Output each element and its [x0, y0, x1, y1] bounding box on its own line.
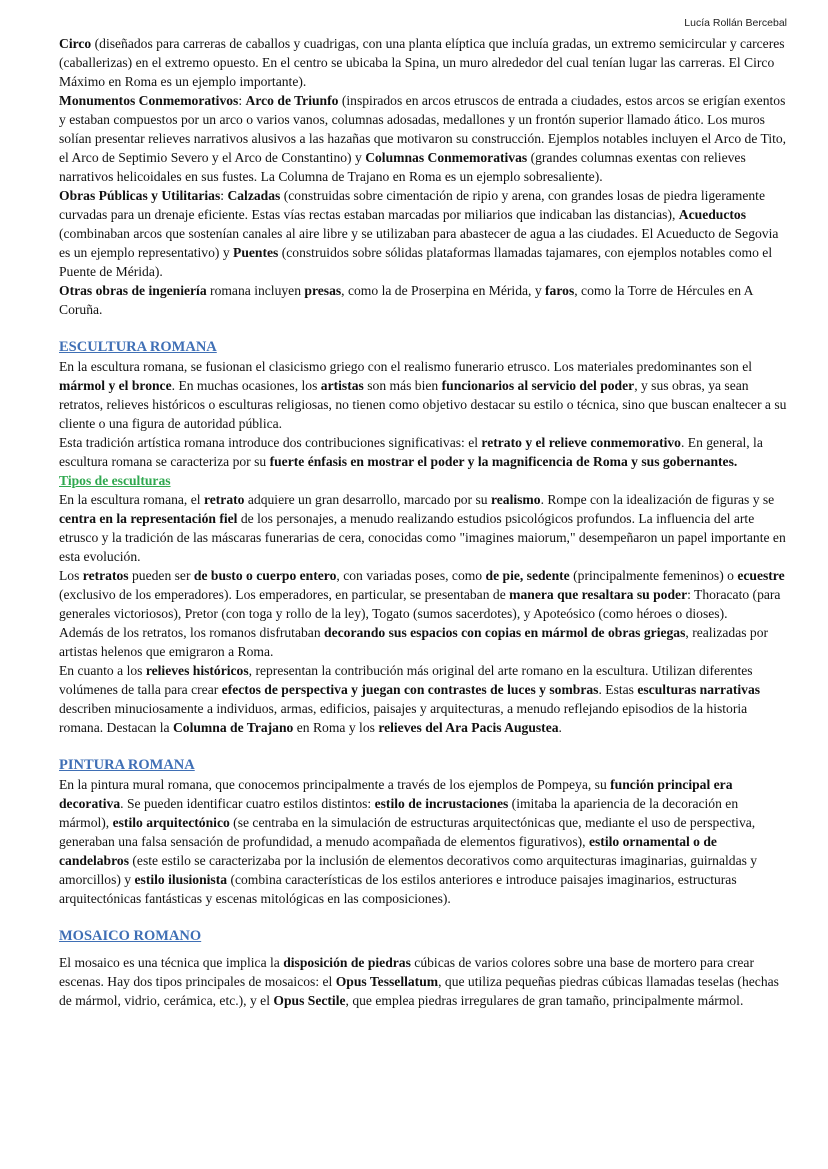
text-run: , realizadas por artistas helenos que emigraron a Roma.	[59, 625, 769, 659]
text-run: (principalmente femeninos) o	[569, 568, 738, 583]
bold-text: estilo arquitectónico	[112, 815, 230, 830]
text-run: (combinaban arcos que sostenían canales al aire libre y se utilizaban para abastecer de agua a las ciudades. El Acueducto de Segovia es un ejemplo representativo) y	[59, 226, 779, 260]
text-run: . Rompe con la idealización de figuras y se	[540, 492, 775, 507]
text-run: de los personajes, a menudo realizando estudios psicológicos profundos. La influencia del arte etrusco y la tradición de las máscaras funerarias de cera, conocidas como "imagines maiorum," desempeñaron un papel importante en esta evolución.	[59, 511, 786, 564]
text-run: . En muchas ocasiones, los	[171, 378, 321, 393]
bold-text: Obras Públicas y Utilitarias	[59, 188, 221, 203]
text-run: describen minuciosamente a individuos, armas, edificios, paisajes y arquitecturas, a menudo reflejando episodios de la historia romana. Destacan la	[59, 701, 748, 735]
paragraph-pintura	[59, 775, 789, 908]
bold-text: efectos de perspectiva y juegan con contrastes de luces y sombras	[221, 682, 599, 697]
text-run: En cuanto a los	[59, 663, 146, 678]
paragraph-circo	[59, 34, 789, 91]
paragraph-relieves	[59, 661, 789, 737]
bold-text: Opus Tessellatum	[335, 974, 439, 989]
paragraph-escultura-intro	[59, 357, 789, 433]
bold-text: Calzadas	[227, 188, 281, 203]
text-run: En la escultura romana, el	[59, 492, 204, 507]
author-name: Lucía Rollán Bercebal	[684, 17, 787, 29]
text-run: , que utiliza pequeñas piedras cúbicas llamadas teselas (hechas de mármol, vidrio, cerámica, etc.), y el	[59, 974, 779, 1008]
bold-text: de pie, sedente	[485, 568, 570, 583]
paragraph-monumentos	[59, 91, 789, 186]
bold-text: Monumentos Conmemorativos	[59, 93, 239, 108]
bold-text: decorando sus espacios con copias en mármol de obras griegas	[324, 625, 686, 640]
bold-text: Columnas Conmemorativas	[365, 150, 528, 165]
text-run: En la pintura mural romana, que conocemos principalmente a través de los ejemplos de Pompeya, su	[59, 777, 611, 792]
bold-text: de busto o cuerpo entero	[193, 568, 337, 583]
paragraph-mosaico	[59, 953, 789, 1010]
bold-text: Circo	[59, 36, 92, 51]
text-run: , como la Torre de Hércules en A Coruña.	[59, 283, 753, 317]
bold-text: función principal era decorativa	[59, 777, 733, 811]
bold-text: faros	[545, 283, 575, 298]
paragraph-retrato	[59, 490, 789, 566]
document-body	[59, 34, 789, 1010]
bold-text: Otras obras de ingeniería	[59, 283, 207, 298]
text-run: , representan la contribución más original del arte romano en la escultura. Utilizan diferentes volúmenes de talla para crear	[59, 663, 753, 697]
text-run: en Roma y los	[293, 720, 379, 735]
text-run: En la escultura romana, se fusionan el clasicismo griego con el realismo funerario etrusco. Los materiales predominantes son el	[59, 359, 753, 374]
text-run: Los	[59, 568, 83, 583]
section-title-pintura: PINTURA ROMANA	[59, 757, 195, 773]
text-run: (imitaba la apariencia de la decoración en mármol),	[59, 796, 739, 830]
text-run: romana incluyen	[206, 283, 305, 298]
text-run: . Se pueden identificar cuatro estilos distintos:	[120, 796, 375, 811]
bold-text: disposición de piedras	[283, 955, 411, 970]
text-run: (inspirados en arcos etruscos de entrada a ciudades, estos arcos se erigían exentos y estaban compuestos por un arco o varios vanos, columnas adosadas, medallones y un frontón superior llamado ático. Los muros solían presentar relieves narrativos alusivos a las hazañas que motivaron su construcción. Ejemplos notables incluyen el Arco de Tito, el Arco de Septimio Severo y el Arco de Constantino) y	[59, 93, 787, 165]
text-run: (combina características de los estilos anteriores e introduce paisajes imaginarios, estructuras arquitectónicas fantásticas y escenas mitológicas en las composiciones).	[59, 872, 737, 906]
text-run: (construidos sobre sólidas plataformas llamadas tajamares, con ejemplos notables como el Puente de Mérida).	[59, 245, 773, 279]
bold-text: mármol y el bronce	[59, 378, 172, 393]
bold-text: esculturas narrativas	[637, 682, 761, 697]
paragraph-otras-obras	[59, 281, 789, 319]
bold-text: retratos	[82, 568, 129, 583]
paragraph-obras-publicas	[59, 186, 789, 281]
text-run: (construidas sobre cimentación de ripio y arena, con grandes losas de piedra ligeramente curvadas para un drenaje eficiente. Estas vías rectas estaban marcadas por miliarios que indicaban las distancias),	[59, 188, 765, 222]
text-run: , como la de Proserpina en Mérida, y	[341, 283, 546, 298]
bold-text: realismo	[490, 492, 541, 507]
bold-text: estilo ornamental o de candelabros	[59, 834, 717, 868]
bold-text: retrato	[203, 492, 245, 507]
text-run: Además de los retratos, los romanos disfrutaban	[59, 625, 325, 640]
text-run: El mosaico es una técnica que implica la	[59, 955, 284, 970]
text-run: (este estilo se caracterizaba por la inclusión de elementos decorativos como arquitecturas imaginarias, guirnaldas y amorcillos) y	[59, 853, 758, 887]
text-run: . Estas	[598, 682, 638, 697]
text-run: adquiere un gran desarrollo, marcado por su	[244, 492, 491, 507]
paragraph-escultura-tradicion	[59, 433, 789, 471]
paragraph-copias	[59, 623, 789, 661]
bold-text: presas	[304, 283, 342, 298]
paragraph-retratos-tipos	[59, 566, 789, 623]
text-run: Esta tradición artística romana introduce dos contribuciones significativas: el	[59, 435, 482, 450]
text-run: :	[238, 93, 246, 108]
text-run: . En general, la escultura romana se caracteriza por su	[59, 435, 763, 469]
text-run: , y sus obras, ya sean retratos, relieves históricos o esculturas religiosas, no tienen como objetivo destacar su estilo o técnica, sino que buscan enaltecer a su cliente o una figura de autoridad pública.	[59, 378, 787, 431]
text-run: pueden ser	[128, 568, 194, 583]
text-run: son más bien	[363, 378, 442, 393]
text-run: , que emplea piedras irregulares de gran tamaño, principalmente mármol.	[345, 993, 744, 1008]
text-run: .	[558, 720, 562, 735]
subsection-title-tipos: Tipos de esculturas	[59, 473, 171, 488]
text-run: (diseñados para carreras de caballos y cuadrigas, con una planta elíptica que incluía gradas, un extremo semicircular y carceres (caballerizas) en el extremo opuesto. En el centro se ubicaba la Spina, un muro alrededor del cual tenían lugar las carreras. El Circo Máximo en Roma es un ejemplo importante).	[59, 36, 785, 89]
bold-text: artistas	[320, 378, 364, 393]
text-run: :	[220, 188, 228, 203]
text-run: (grandes columnas exentas con relieves narrativos helicoidales en sus fustes. La Columna de Trajano en Roma es un ejemplo sobresaliente).	[59, 150, 746, 184]
bold-text: fuerte énfasis en mostrar el poder y la magnificencia de Roma y sus gobernantes.	[269, 454, 738, 469]
bold-text: manera que resaltara su poder	[509, 587, 688, 602]
bold-text: funcionarios al servicio del poder	[441, 378, 635, 393]
text-run: , con variadas poses, como	[336, 568, 486, 583]
bold-text: estilo ilusionista	[134, 872, 228, 887]
text-run: cúbicas de varios colores sobre una base de mortero para crear escenas. Hay dos tipos principales de mosaicos: el	[59, 955, 754, 989]
section-title-escultura: ESCULTURA ROMANA	[59, 339, 217, 355]
text-run: (se centraba en la simulación de estructuras arquitectónicas que, mediante el uso de perspectiva, generaban una falsa sensación de profundidad, a menudo acompañada de elementos figurativos),	[59, 815, 756, 849]
bold-text: Opus Sectile	[273, 993, 346, 1008]
text-run: : Thoracato (para generales victoriosos), Pretor (con toga y rollo de la ley), Togato (sumos sacerdotes), y Apoteósico (como héroes o dioses).	[59, 587, 781, 621]
bold-text: relieves del Ara Pacis Augustea	[378, 720, 559, 735]
bold-text: Puentes	[233, 245, 279, 260]
section-title-mosaico: MOSAICO ROMANO	[59, 928, 202, 944]
text-run: (exclusivo de los emperadores). Los emperadores, en particular, se presentaban de	[59, 587, 510, 602]
bold-text: centra en la representación fiel	[59, 511, 238, 526]
bold-text: relieves históricos	[145, 663, 249, 678]
bold-text: estilo de incrustaciones	[374, 796, 509, 811]
bold-text: ecuestre	[737, 568, 785, 583]
bold-text: Columna de Trajano	[172, 720, 294, 735]
bold-text: Acueductos	[678, 207, 746, 222]
bold-text: retrato y el relieve conmemorativo	[481, 435, 681, 450]
bold-text: Arco de Triunfo	[245, 93, 339, 108]
